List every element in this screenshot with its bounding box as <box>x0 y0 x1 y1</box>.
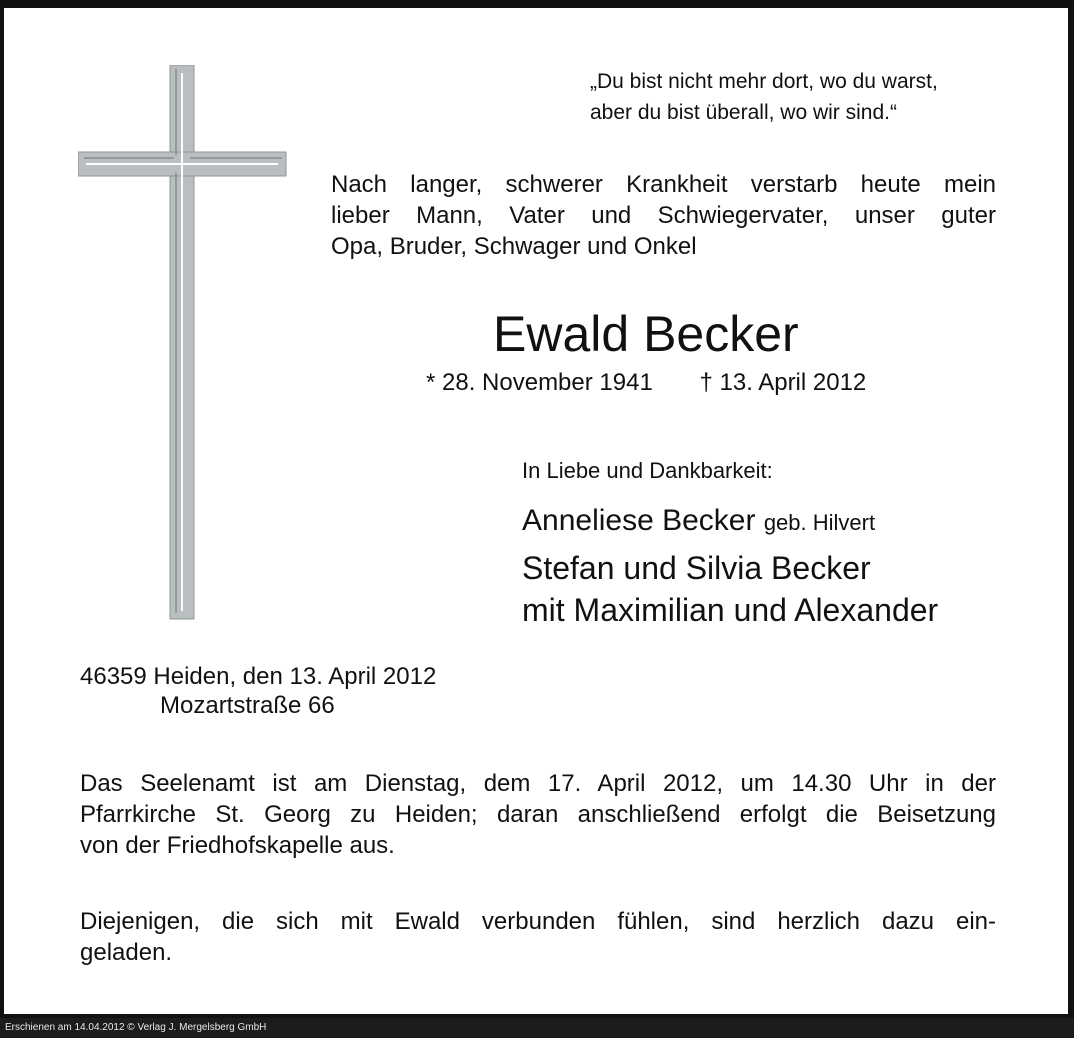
service-line-1: Das Seelenamt ist am Dienstag, dem 17. April 2012, um 14.30 Uhr in der <box>80 770 996 797</box>
address-block <box>80 662 436 720</box>
quote-line-1: „Du bist nicht mehr dort, wo du warst, <box>590 70 938 93</box>
mourner-children: Stefan und Silvia Becker <box>522 550 871 586</box>
mourner-widow <box>522 502 875 542</box>
thanks-label: In Liebe und Dankbarkeit: <box>522 458 773 483</box>
quote <box>590 66 938 128</box>
birth-date: * 28. November 1941 <box>426 369 653 396</box>
intro-line-1: Nach langer, schwerer Krankheit verstarb heute mein <box>331 171 996 198</box>
quote-line-2: aber du bist überall, wo wir sind.“ <box>590 101 897 124</box>
intro-line-2: lieber Mann, Vater und Schwiegervater, unser guter <box>331 202 996 229</box>
deceased-name: Ewald Becker <box>493 306 799 362</box>
service-line-2: Pfarrkirche St. Georg zu Heiden; daran anschließend erfolgt die Beisetzung <box>80 801 996 828</box>
invite-line-1: Diejenigen, die sich mit Ewald verbunden fühlen, sind herzlich dazu ein- <box>80 908 996 935</box>
death-date: † 13. April 2012 <box>699 369 867 396</box>
mourner-widow-name: Anneliese Becker <box>522 504 756 537</box>
place-date: 46359 Heiden, den 13. April 2012 <box>80 663 437 690</box>
life-dates <box>426 368 866 398</box>
street: Mozartstraße 66 <box>160 692 335 719</box>
invite-line-2: geladen. <box>80 939 173 966</box>
maiden-name: geb. Hilvert <box>763 510 876 535</box>
publication-footer: Erschienen am 14.04.2012 © Verlag J. Mergelsberg GmbH <box>0 1018 1074 1038</box>
cross-icon <box>78 65 288 620</box>
service-text <box>80 768 996 861</box>
intro-text <box>331 169 996 262</box>
invitation-text <box>80 906 996 968</box>
mourner-grandchildren: mit Maximilian und Alexander <box>522 592 939 628</box>
intro-line-3: Opa, Bruder, Schwager und Onkel <box>331 233 697 260</box>
service-line-3: von der Friedhofskapelle aus. <box>80 832 395 859</box>
